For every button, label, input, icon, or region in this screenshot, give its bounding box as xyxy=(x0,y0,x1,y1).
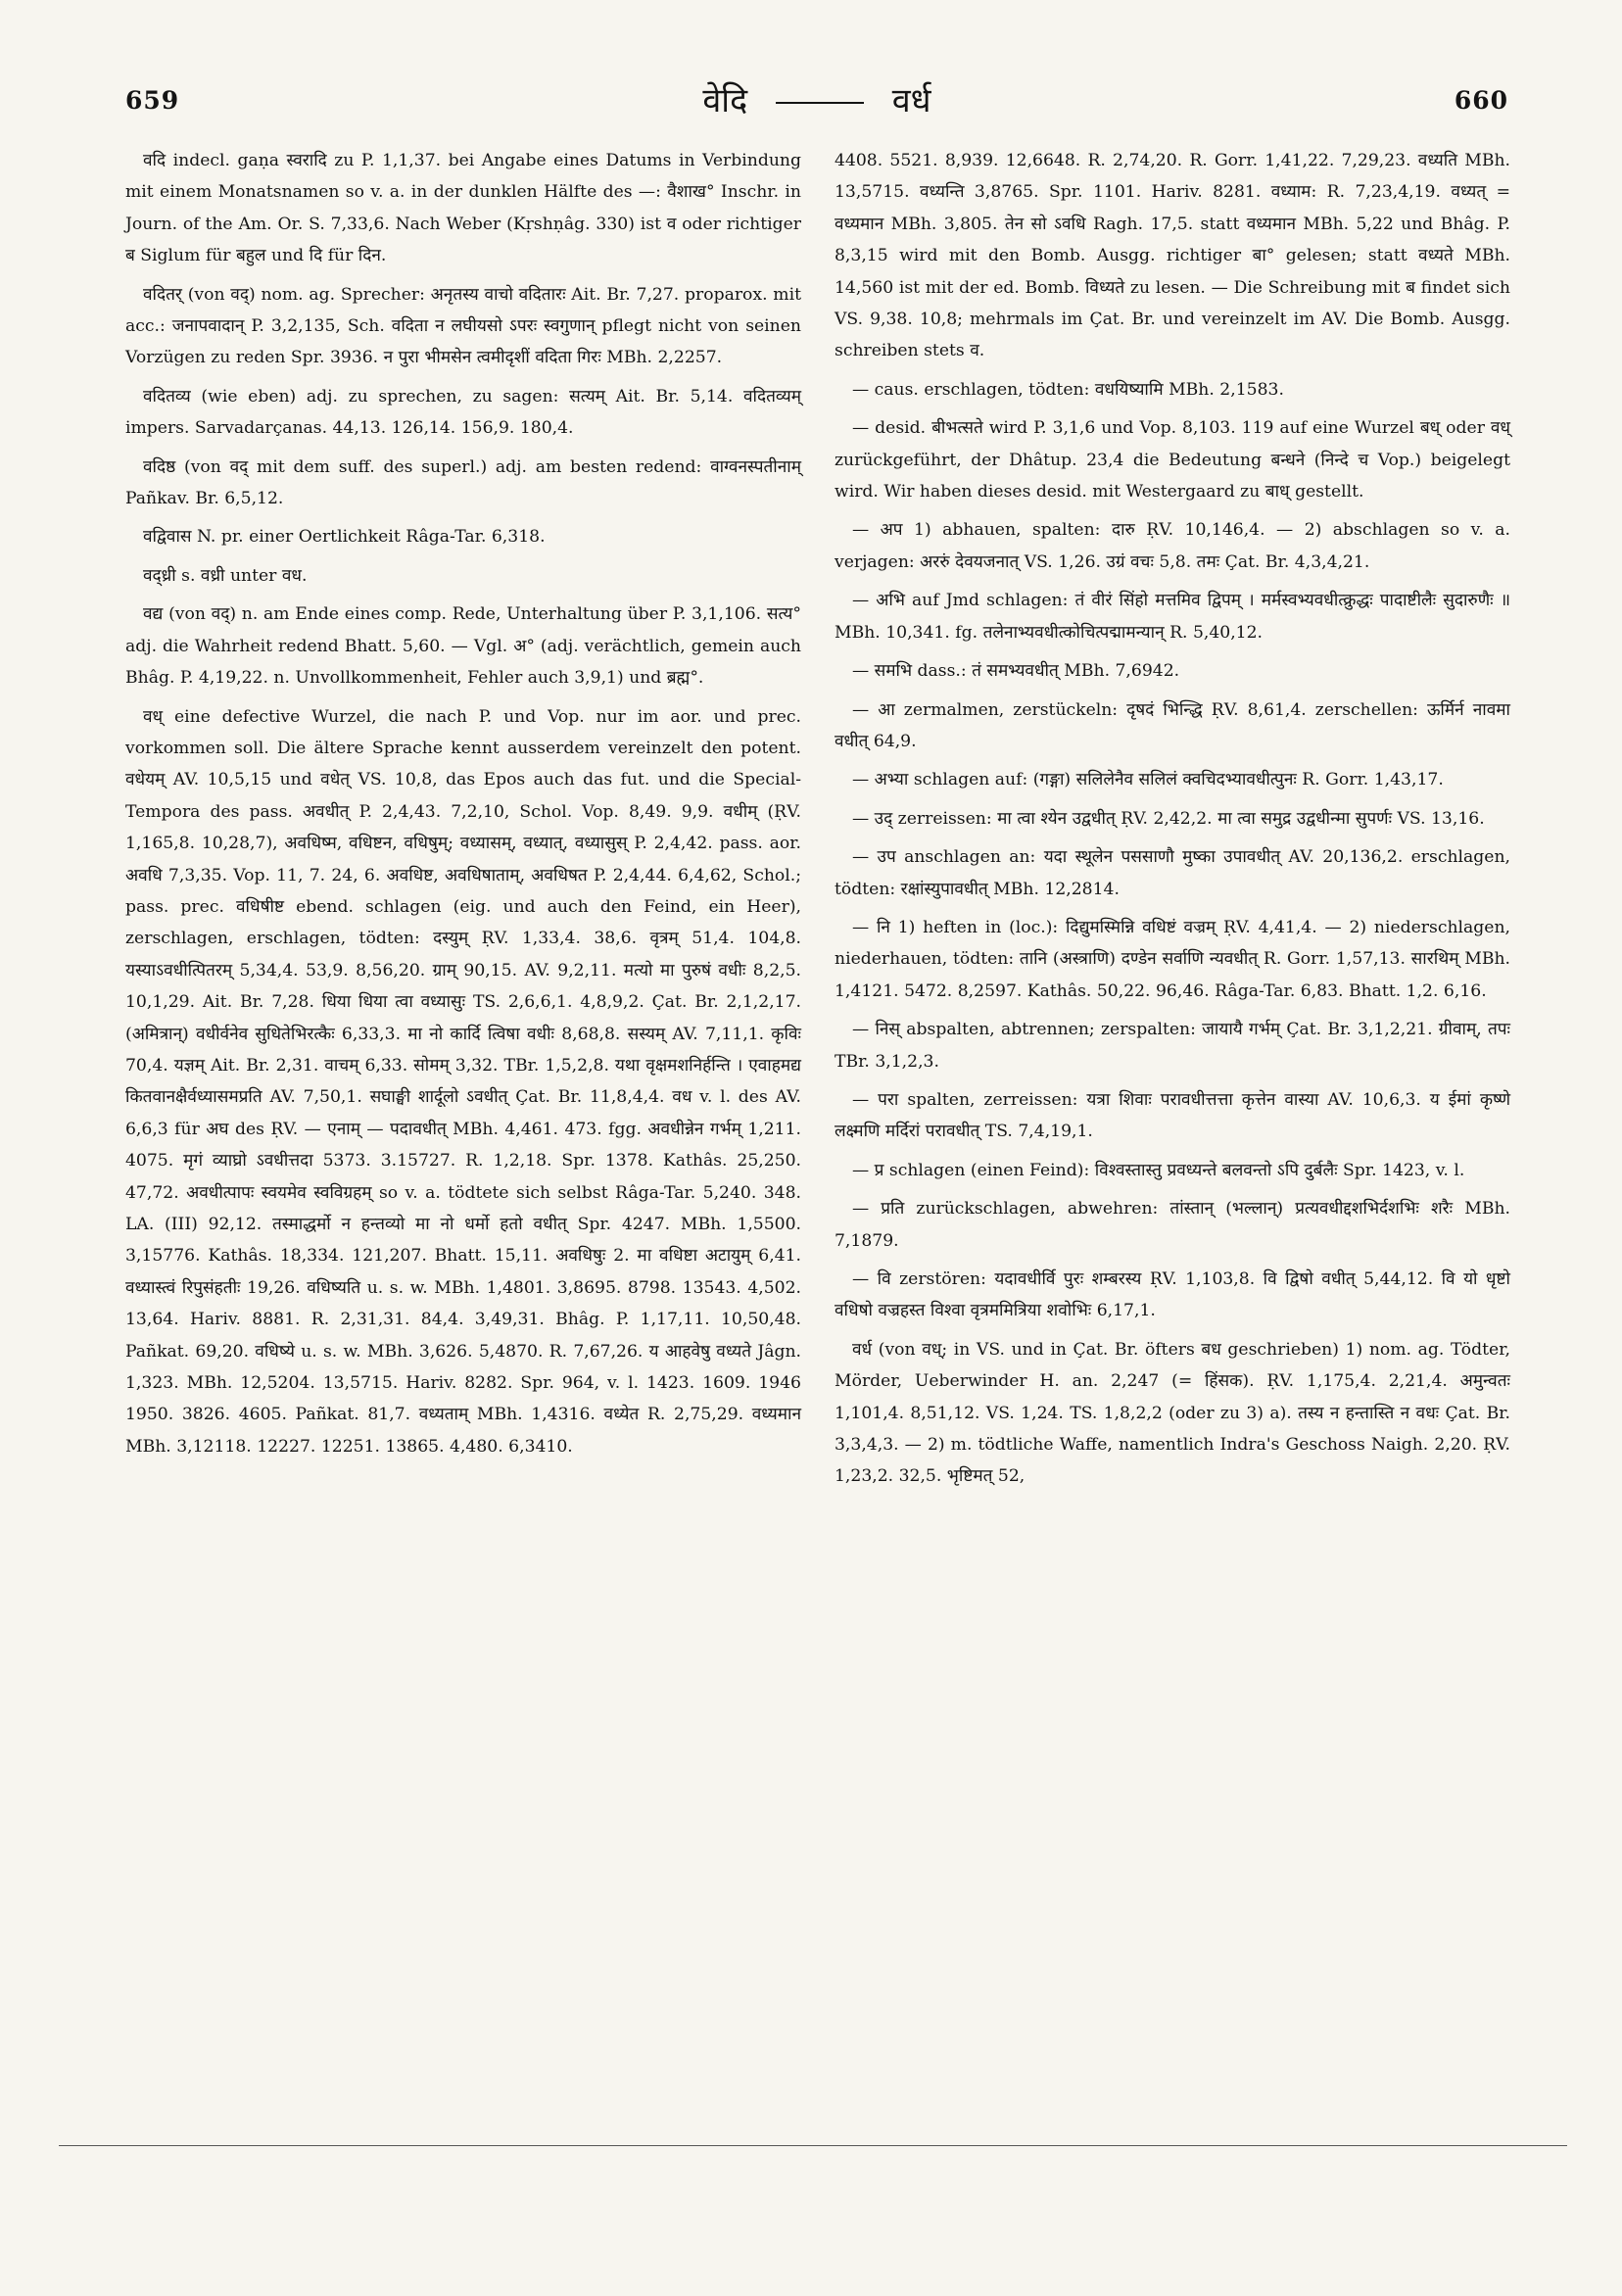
entry-vadya: वद्य (von वद्) n. am Ende eines comp. Rede, Unterhaltung über P. 3,1,106. सत्य° adj. die Wahrheit redend Bhatt. 5,60. — Vgl. अ° (adj. verächtlich, gemein auch Bhâg. P. 4,19,22. n. Unvollkommenheit, Fehler auch 3,9,1) und ब्रह्म°. xyxy=(125,604,801,689)
entry-vadh-vi: — वि zerstören: यदावधीर्वि पुरः शम्बरस्य ṚV. 1,103,8. वि द्विषो वधीत् 5,44,12. वि यो धृष्टो वधिषो वज्रहस्त विश्वा वृत्रममित्रिया शवोभिः 6,17,1. xyxy=(835,1269,1510,1321)
entry-vadh-a: — आ zermalmen, zerstückeln: दृषदं भिन्द्धि ṚV. 8,61,4. zerschellen: ऊर्मिर्न नावमा वधीत् 64,9. xyxy=(835,699,1510,751)
footer-rule xyxy=(59,2145,1567,2146)
entry-vadishtha: वदिष्ठ (von वद् mit dem suff. des superl.) adj. am besten redend: वाग्वनस्पतीनाम् Pañkav. Br. 6,5,12. xyxy=(125,456,801,509)
entry-vadi: वदि indecl. gaṇa स्वरादि zu P. 1,1,37. bei Angabe eines Datums in Verbindung mit einem Monatsnamen so v. a. in der dunklen Hälfte des —: वैशाख° Inschr. in Journ. of the Am. Or. S. 7,33,6. Nach Weber (Kṛshṇâg. 330) ist व oder richtiger ब Siglum für बहुल und दि für दिन. xyxy=(125,151,801,266)
running-headwords xyxy=(125,76,1508,121)
headword-dash xyxy=(776,102,864,104)
entry-vadh-samabhi: — समभि dass.: तं समभ्यवधीत् MBh. 7,6942. xyxy=(852,661,1180,682)
entry-vadh-ud: — उद् zerreissen: मा त्वा श्येन उद्वधीत् ṚV. 2,42,2. मा त्वा समुद्र उद्वधीन्मा सुपर्णः VS. 13,16. xyxy=(852,808,1485,829)
entry-vadh-ni: — नि 1) heften in (loc.): दिद्युमस्मिन्नि वधिष्टं वज्रम् ṚV. 4,41,4. — 2) niederschlagen, niederhauen, tödten: तानि (अस्त्राणि) दण्डेन सर्वाणि न्यवधीत् R. Gorr. 1,57,13. सारथिम् MBh. 1,4121. 5472. 8,2597. Kathâs. 50,22. 96,46. Râga-Tar. 6,83. Bhatt. 1,2. 6,16. xyxy=(835,917,1510,1001)
entry-vadh-desid: — desid. बीभत्सते wird P. 3,1,6 und Vop. 8,103. 119 auf eine Wurzel बध् oder वध् zurückgeführt, der Dhâtup. 23,4 die Bedeutung बन्धने (निन्दे च Vop.) beigelegt wird. Wir haben dieses desid. mit Westergaard zu बाध् gestellt. xyxy=(835,418,1510,502)
entry-vadh-abhi: — अभि auf Jmd schlagen: तं वीरं सिंहो मत्तमिव द्विपम् । मर्मस्वभ्यवधीत्क्रुद्धः पादाष्टीलैः सुदारुणैः ॥ MBh. 10,341. fg. तलेनाभ्यवधीत्कोचित्पद्मामन्यान् R. 5,40,12. xyxy=(835,591,1510,643)
entry-vadvivasa: वद्विवास N. pr. einer Oertlichkeit Râga-Tar. 6,318. xyxy=(143,527,546,548)
entry-vadh-nis: — निस् abspalten, abtrennen; zerspalten: जायायै गर्भम् Çat. Br. 3,1,2,21. ग्रीवाम्, तपः TBr. 3,1,2,3. xyxy=(835,1020,1510,1072)
entry-vadh-pra: — प्र schlagen (einen Feind): विश्वस्तास्तु प्रवध्यन्ते बलवन्तो ऽपि दुर्बलैः Spr. 1423, v. l. xyxy=(852,1160,1465,1180)
page-number-left: 659 xyxy=(125,86,180,115)
entry-vadha: वर्ध (von वध्; in VS. und in Çat. Br. öfters बध geschrieben) 1) nom. ag. Tödter, Mörder, Ueberwinder H. an. 2,247 (= हिंसक). ṚV. 1,175,4. 2,21,4. अमुन्वतः 1,101,4. 8,51,12. VS. 1,24. TS. 1,8,2,2 (oder zu 3) a). तस्य न हन्तास्ति न वधः Çat. Br. 3,3,4,3. — 2) m. tödtliche Waffe, namentlich Indra's Geschoss Naigh. 2,20. ṚV. 1,23,2. 32,5. भृष्टिमत् 52, xyxy=(835,1339,1510,1487)
entry-vadh: वध् eine defective Wurzel, die nach P. und Vop. nur im aor. und prec. vorkommen soll. Die ältere Sprache kennt ausserdem vereinzelt den potent. वधेयम् AV. 10,5,15 und वधेत् VS. 10,8, das Epos auch das fut. und die Special-Tempora des pass. अवधीत् P. 2,4,43. 7,2,10, Schol. Vop. 8,49. 9,9. वधीम् (ṚV. 1,165,8. 10,28,7), अवधिष्म, वधिष्टन, वधिषुम्; वध्यासम्, वध्यात्, वध्यासुस् P. 2,4,42. pass. aor. अवधि 7,3,35. Vop. 11, 7. 24, 6. अवधिष्ट, अवधिषाताम्, अवधिषत P. 2,4,44. 6,4,62, Schol.; pass. prec. वधिषीष्ट ebend. schlagen (eig. und auch den Feind, ein Heer), zerschlagen, erschlagen, tödten: दस्युम् ṚV. 1,33,4. 38,6. वृत्रम् 51,4. 104,8. यस्याऽवधीत्पितरम् 5,34,4. 53,9. 8,56,20. ग्राम् 90,15. AV. 9,2,11. मत्यो मा पुरुषं वधीः 8,2,5. 10,1,29. Ait. Br. 7,28. धिया धिया त्वा वध्यासुः TS. 2,6,6,1. 4,8,9,2. Çat. Br. 2,1,2,17. (अमित्रान्) वधीर्वनेव सुधितेभिरत्कैः 6,33,3. मा नो कार्दि त्विषा वधीः 8,68,8. सस्यम् AV. 7,11,1. कृविः 70,4. यज्ञम् Ait. Br. 2,31. वाचम् 6,33. सोमम् 3,32. TBr. 1,5,2,8. यथा वृक्षमशनिर्हन्ति । एवाहमद्य कितवानक्षैर्वध्यासमप्रति AV. 7,50,1. सघाङ्घी शार्दूलो ऽवधीत् Çat. Br. 11,8,4,4. वध v. l. des AV. 6,6,3 für अघ des ṚV. — एनाम् — पदावधीत् MBh. 4,461. 473. fgg. अवधीन्नेन गर्भम् 1,211. 4075. मृगं व्याघ्रो ऽवधीत्तदा 5373. 3.15727. R. 1,2,18. Spr. 1378. Kathâs. 25,250. 47,72. अवधीत्पापः स्वयमेव स्वविग्रहम् so v. a. tödtete sich selbst Râga-Tar. 5,240. 348. LA. (III) 92,12. तस्माद्धर्मो न हन्तव्यो मा नो धर्मो हतो वधीत् Spr. 4247. MBh. 1,5500. 3,15776. Kathâs. 18,334. 121,207. Bhatt. 15,11. अवधिषुः 2. मा वधिष्टा अटायुम् 6,41. वध्यास्त्वं रिपुसंहतीः 19,26. वधिष्यति u. s. w. MBh. 1,4801. 3,8695. 8798. 13543. 4,502. 13,64. Hariv. 8881. R. 2,31,31. 84,4. 3,49,31. Bhâg. P. 1,17,11. 10,50,48. Pañkat. 69,20. वधिष्ये u. s. w. MBh. 3,626. 5,4870. R. 7,67,26. य आहवेषु वध्यते Jâgn. 1,323. MBh. 12,5204. 13,5715. Hariv. 8282. Spr. 964, v. l. 1423. 1609. 1946 1950. 3826. 4605. Pañkat. 81,7. वध्यताम् MBh. 1,4316. वध्येत R. 2,75,29. वध्यमान MBh. 3,12118. 12227. 12251. 13865. 4,480. 6,3410. xyxy=(125,706,801,1457)
entry-vaddhri: वद्ध्री s. वध्री unter वध. xyxy=(143,565,308,586)
page-number-right: 660 xyxy=(1454,86,1508,115)
entry-vadh-para: — परा spalten, zerreissen: यत्रा शिवाः परावधीत्तत्ता कृत्तेन वास्या AV. 10,6,3. य ईमां कृष्णे लक्ष्मणि मर्दिरां परावधीत् TS. 7,4,19,1. xyxy=(835,1089,1510,1142)
entry-vadh-apa: — अप 1) abhauen, spalten: दारु ṚV. 10,146,4. — 2) abschlagen so v. a. verjagen: अररुं देवयजनात् VS. 1,26. उग्रं वचः 5,8. तमः Çat. Br. 4,3,4,21. xyxy=(835,520,1510,572)
left-column xyxy=(125,145,801,1469)
entry-vadh-prati: — प्रति zurückschlagen, abwehren: तांस्तान् (भल्लान्) प्रत्यवधीद्दशभिर्दशभिः शरैः MBh. 7,1879. xyxy=(835,1199,1510,1251)
entry-vadh-continued: 4408. 5521. 8,939. 12,6648. R. 2,74,20. R. Gorr. 1,41,22. 7,29,23. वध्यति MBh. 13,5715. वध्यन्ति 3,8765. Spr. 1101. Hariv. 8281. वध्याम: R. 7,23,4,19. वध्यत् = वध्यमान MBh. 3,805. तेन सो ऽवधि Ragh. 17,5. statt वध्यमान MBh. 5,22 und Bhâg. P. 8,3,15 wird mit den Bomb. Ausgg. richtiger बा° gelesen; statt वध्यते MBh. 14,560 ist mit der ed. Bomb. विध्यते zu lesen. — Die Schreibung mit ब findet sich VS. 9,38. 10,8; mehrmals im Çat. Br. und vereinzelt im AV. Die Bomb. Ausgg. schreiben stets व. xyxy=(835,151,1510,361)
entry-vadh-abhya: — अभ्या schlagen auf: (गङ्गा) सलिलेनैव सलिलं क्वचिदभ्यावधीत्पुनः R. Gorr. 1,43,17. xyxy=(852,770,1444,790)
entry-vaditar: वदितर् (von वद्) nom. ag. Sprecher: अनृतस्य वाचो वदितारः Ait. Br. 7,27. proparox. mit acc.: जनापवादान् P. 3,2,135, Sch. वदिता न लघीयसो ऽपरः स्वगुणान् pflegt nicht von seinen Vorzügen zu reden Spr. 3936. न पुरा भीमसेन त्वमीदृशीं वदिता गिरः MBh. 2,2257. xyxy=(125,284,801,368)
entry-vadh-upa: — उप anschlagen an: यदा स्थूलेन पससाणौ मुष्का उपावधीत् AV. 20,136,2. erschlagen, tödten: रक्षांस्युपावधीत् MBh. 12,2814. xyxy=(835,847,1510,899)
headword-right: वर्ध xyxy=(891,81,931,120)
headword-left: वेदि xyxy=(702,81,748,120)
entry-vaditavya: वदितव्य (wie eben) adj. zu sprechen, zu sagen: सत्यम् Ait. Br. 5,14. वदितव्यम् impers. Sarvadarçanas. 44,13. 126,14. 156,9. 180,4. xyxy=(125,386,801,439)
entry-vadh-caus: — caus. erschlagen, tödten: वधयिष्यामि MBh. 2,1583. xyxy=(852,379,1284,400)
page-header xyxy=(125,76,1508,135)
right-column xyxy=(835,145,1510,1500)
